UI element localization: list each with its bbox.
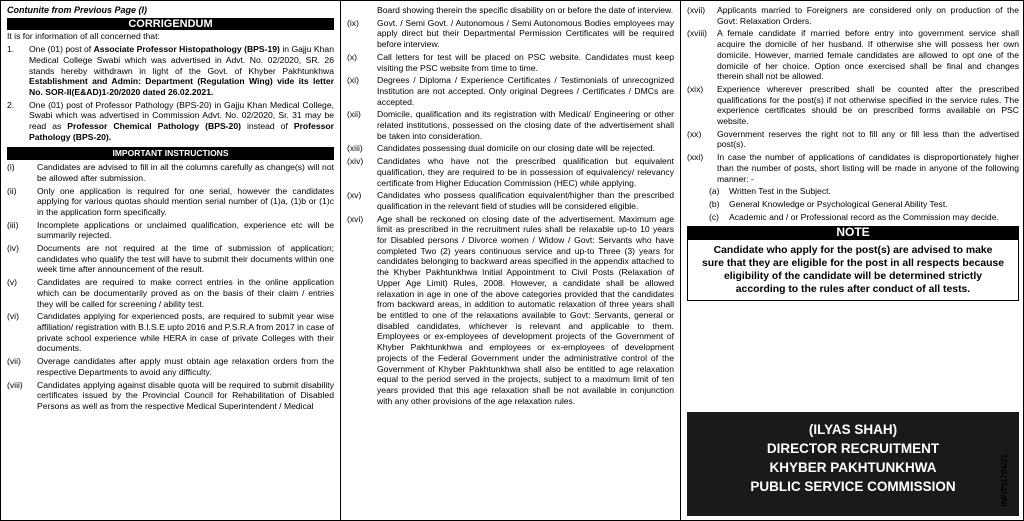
instruction-text: Candidates are required to make correct entries in the online application which can be documentarily proved as on the basis of their claim / entries they will be called for screening / ability test. [37, 277, 334, 309]
instruction-text: Candidates who have not the prescribed qualification but equivalent qualification, they are required to be in possession of equivalency/ relevancy certificate from Higher Education Commission (HEC) while applying. [377, 156, 674, 188]
instruction-item [347, 109, 674, 141]
instruction-number: (i) [7, 162, 15, 173]
instruction-text: Candidates are advised to fill in all the columns carefully as change(s) will not be allowed after submission. [37, 162, 334, 183]
instruction-text: In case the number of applications of candidates is disproportionately higher than the number of posts, short listing will be made in anyone of the following manner: - [717, 152, 1019, 184]
instruction-item [687, 28, 1019, 82]
signature-block [687, 412, 1019, 516]
instruction-text: A female candidate if married before entry into government service shall acquire the domicile of her husband. If otherwise she will possess her own domicile. However, married female candidates are allowed to opt one of the domicile of her choice. Option once exercised shall be final and changes therein shall not be allowed. [717, 28, 1019, 82]
note-text: Candidate who apply for the post(s) are advised to make sure that they are eligible for the post in all respects because eligibility of the candidate will be determined strictly according to the rules after conduct of all tests. [687, 239, 1019, 301]
instruction-number: (a) [709, 186, 720, 197]
instruction-item [687, 186, 1019, 197]
instruction-number: (xxi) [687, 152, 704, 163]
instruction-number: (xiv) [347, 156, 364, 167]
shortlisting-options [687, 186, 1019, 222]
instruction-number: (xvi) [347, 213, 364, 224]
instruction-number: (ii) [7, 185, 17, 196]
instruction-item [347, 156, 674, 188]
instruction-list-left [7, 162, 334, 411]
instruction-item [7, 186, 334, 218]
instruction-number: (xii) [347, 109, 361, 120]
instruction-text: Degrees / Diploma / Experience Certificates / Testimonials of unrecognized Institution are not accepted. Only original Degrees / Certificates / DMCs are accepted. [377, 75, 674, 107]
instruction-number: (xx) [687, 128, 702, 139]
instruction-number: (iv) [7, 243, 19, 254]
instruction-text: Experience wherever prescribed shall be counted after the prescribed qualifications for the post(s) if not otherwise specified in the service rules. The experience certificates should be on prescribed forms available on PSC website. [717, 83, 1019, 127]
signatory-organization: PUBLIC SERVICE COMMISSION [750, 479, 956, 494]
instruction-text: Incomplete applications or unclaimed qualification, experience etc will be summarily rejected. [37, 219, 334, 241]
instruction-list-right [687, 5, 1019, 184]
instruction-text: Documents are not required at the time of submission of application; candidates who qualify the test will have to submit their documents within one week time after announcement of the result. [37, 243, 334, 275]
instruction-number: (viii) [7, 379, 23, 390]
instruction-number: (xix) [687, 83, 704, 94]
instruction-item [347, 214, 674, 407]
instruction-item [7, 380, 334, 412]
instruction-item [347, 52, 674, 73]
instruction-item [687, 152, 1019, 184]
instruction-text: Govt. / Semi Govt. / Autonomous / Semi Autonomous Bodies employees may apply direct but their Departmental Permission Certificates will be required before interview. [377, 17, 674, 50]
instruction-text: Domicile, qualification and its registration with Medical/ Engineering or other related institutions, possessed on the closing date of the advertisement shall be taken into consideration. [377, 109, 674, 141]
instruction-text: Only one application is required for one serial, however the candidates applying for various quotas should mention serial number of (1)a, (1)b or (1)c in the application form specifically. [37, 185, 334, 217]
instruction-text: Applicants married to Foreigners are considered only on production of the Govt: Relaxation Orders. [717, 5, 1019, 26]
instruction-number: (vii) [7, 356, 21, 367]
corrigendum-heading: CORRIGENDUM [7, 18, 334, 31]
instruction-number: (vi) [7, 311, 19, 322]
instruction-item [7, 162, 334, 183]
instruction-item [687, 199, 1019, 210]
reference-number: INF(P)1784/21 [1000, 453, 1010, 506]
instruction-number: (x) [347, 51, 358, 62]
instruction-text: Academic and / or Professional record as the Commission may decide. [729, 211, 999, 222]
signatory-name: (ILYAS SHAH) [808, 422, 898, 437]
instruction-list-middle [347, 18, 674, 407]
instruction-item [7, 277, 334, 309]
instruction-number: (b) [709, 198, 720, 209]
instruction-item [687, 5, 1019, 26]
instruction-number: (xv) [347, 190, 362, 201]
instruction-item [347, 75, 674, 107]
instruction-text: Candidates possessing dual domicile on our closing date will be rejected. [377, 143, 656, 154]
instruction-item [7, 356, 334, 377]
column-left [1, 1, 341, 520]
instruction-text: Candidates who possess qualification equivalent/higher than the prescribed qualification in the relevant field of studies will be considered eligible. [377, 190, 674, 211]
instruction-number: (xi) [347, 75, 359, 86]
instruction-item [347, 190, 674, 211]
instruction-number: (v) [7, 277, 18, 288]
continue-label: Contunite from Previous Page (I) [7, 5, 148, 15]
instruction-item [347, 143, 674, 154]
corrigendum-intro: It is for information of all concerned that: [7, 31, 160, 42]
instructions-heading: IMPORTANT INSTRUCTIONS [7, 147, 334, 160]
column-right [681, 1, 1024, 520]
corrigendum-item [7, 100, 334, 143]
corrigendum-item [7, 44, 334, 98]
instruction-text: Candidates applying for experienced posts, are required to submit year wise affiliation/ registration with B.I.S.E upto 2016 and P.S.R.A from 2017 in case of private school experience while HERA in case of private Colleges with their documents. [37, 311, 334, 354]
instruction-number: (ix) [347, 17, 359, 28]
instruction-item [7, 311, 334, 354]
instruction-text: Government reserves the right not to fill any or fill less than the advertised post(s). [717, 128, 1019, 150]
instruction-text: Age shall be reckoned on closing date of the advertisement. Maximum age limit as prescribed in the recruitment rules shall be relaxable up-to 10 years for Disabled persons / Divorce women / Widow / Govt: Servants who have completed Two (2) years continuous service and up-to Three (3) years for candidates belonging to backward areas specified in the appendix attached to the Khyber Pakhtunkhwa Initial Appointment to Civil Posts (Relaxation of Upper Age Limit) Rules, 2008. However, a candidate shall be allowed relaxation in age in one of the above categories provided that the candidates from backward areas, in addition to automatic relaxation of three years shall be entitled to one of the relaxations available to Govt: Servants, general or disabled candidates, whichever is relevant and applicable to them. Employees or ex-employees of development projects of the Government of Khyber Pakhtunkhwa and employees or ex-employees of development projects of the Federal Government under the administrative control of the Government of Khyber Pakhtunkhwa shall also be entitled to age relaxation equal to the period served in the projects, subject to a maximum limit of ten years provided that this age relaxation shall be not available in conjunction with any other provisions of the age relaxation rules. [377, 213, 674, 406]
signatory-province: KHYBER PAKHTUNKHWA [769, 460, 937, 475]
instruction-text: General Knowledge or Psychological General Ability Test. [729, 198, 948, 209]
instruction-number: (xvii) [687, 5, 706, 15]
instruction-text: Call letters for test will be placed on PSC website. Candidates must keep visiting the PSC website from time to time. [377, 51, 674, 73]
instruction-continuation: Board showing therein the specific disability on or before the date of interview. [377, 5, 674, 15]
instruction-item [687, 212, 1019, 223]
item-text: One (01) post of Professor Pathology (BPS-20) in Gajju Khan Medical College, Swabi which was advertised in Commission Advt. No. 02/2020, Sr. 31 may be read as Professor Chemical Pathology (BPS-20) instead of Professor Pathology (BPS-20). [29, 99, 334, 142]
instruction-text: Written Test in the Subject. [729, 186, 831, 197]
item-number: 2. [7, 99, 15, 110]
item-number: 1. [7, 44, 15, 55]
instruction-number: (xiii) [347, 143, 363, 154]
instruction-item [687, 84, 1019, 127]
instruction-number: (iii) [7, 219, 19, 230]
instruction-item [7, 220, 334, 241]
instruction-item [687, 129, 1019, 150]
item-text: One (01) post of Associate Professor Histopathology (BPS-19) in Gajju Khan Medical College Swabi which was advertised in Advt. No. 02/2020, SR. 26 stands hereby withdrawn in light of the Govt. of Khyber Pakhtunkhwa Establishment and Admin: Department (Regulation Wing) vide its letter No. SOR-II(E&AD)1-20/2020 dated 26.02.2021. [29, 44, 334, 97]
instruction-item [7, 243, 334, 275]
column-middle [341, 1, 681, 520]
note-heading: NOTE [687, 226, 1019, 239]
instruction-text: Overage candidates after apply must obtain age relaxation orders from the respective Departments to avoid any difficulty. [37, 356, 334, 377]
instruction-item [347, 18, 674, 50]
instruction-text: Candidates applying against disable quota will be required to submit disability certificates issued by the Provincial Council for Rehabilitation of Disabled Persons as well as from the respective Medical Superintendent / Medical [37, 379, 334, 411]
signatory-designation: DIRECTOR RECRUITMENT [766, 441, 940, 456]
instruction-number: (xviii) [687, 28, 708, 39]
instruction-number: (c) [709, 211, 720, 222]
